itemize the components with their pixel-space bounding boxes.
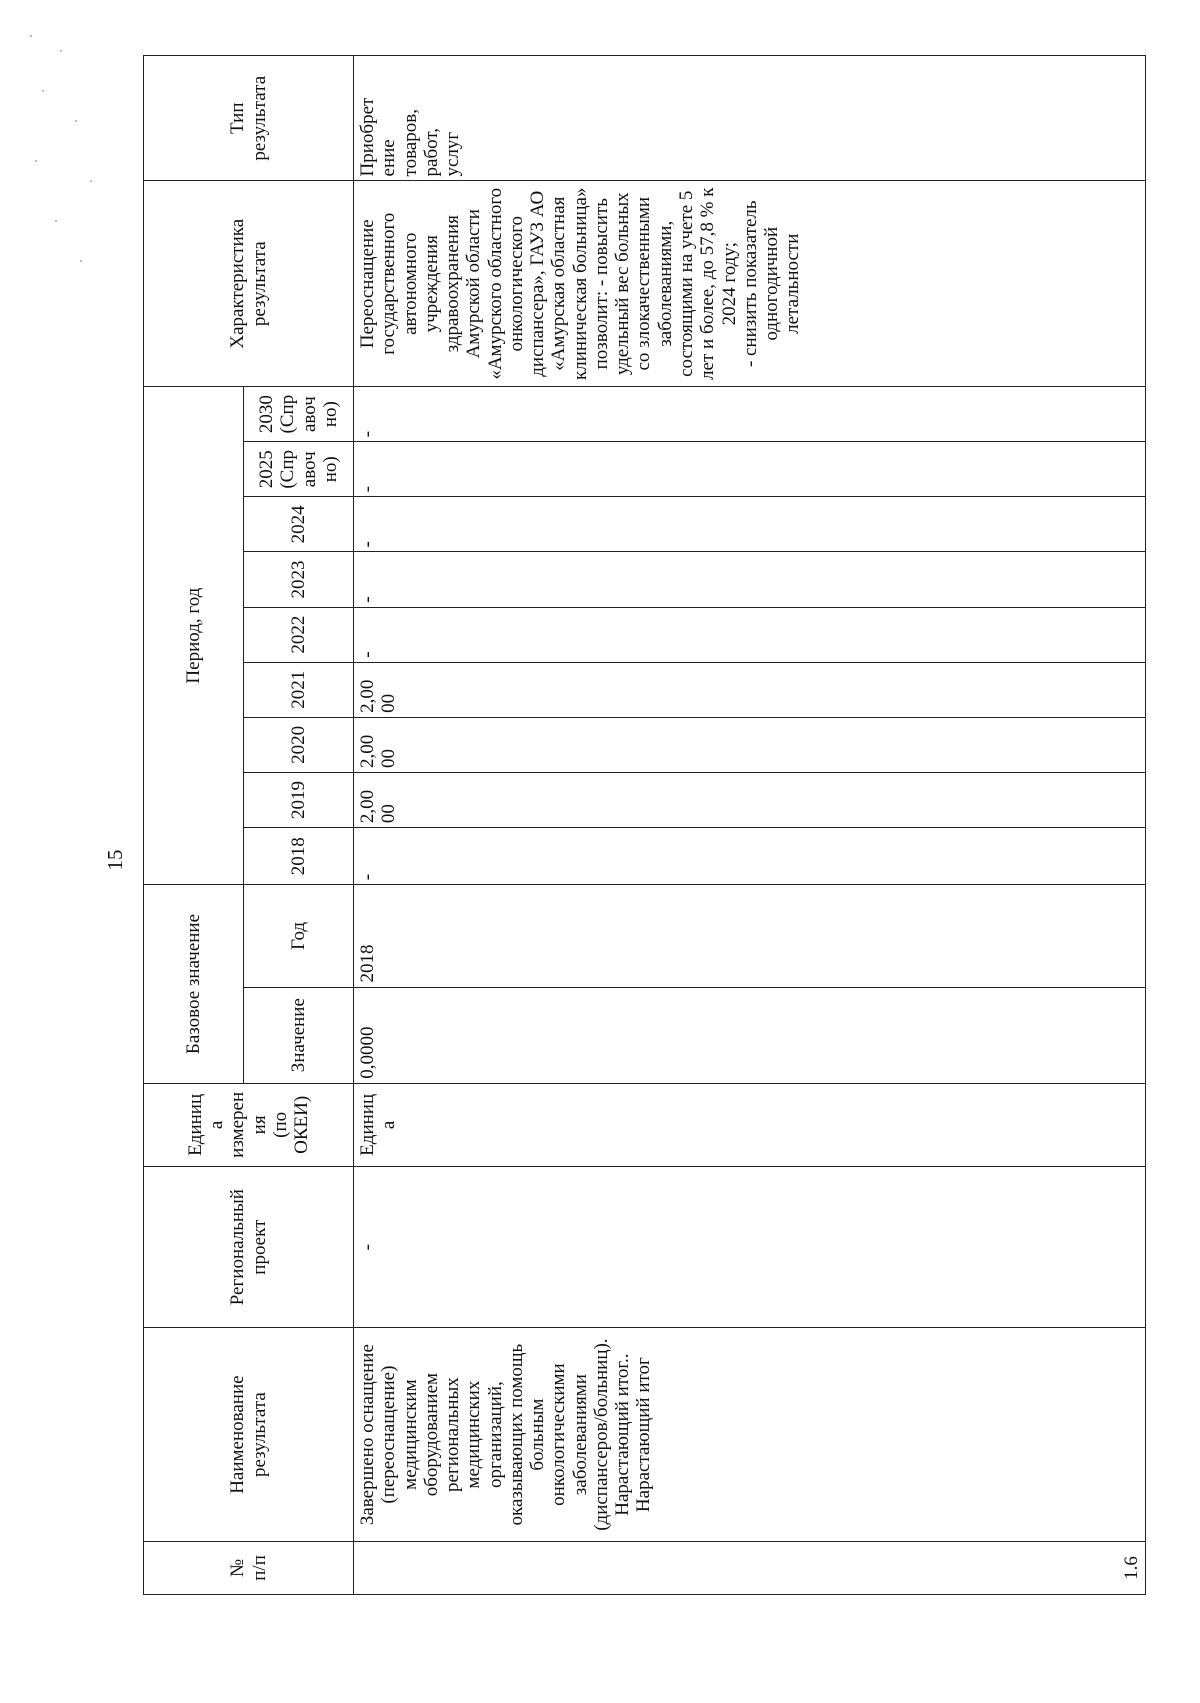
rotated-table-container [143,55,1200,1595]
header-unit: Единиц а измерен ия (по ОКЕИ) [144,1083,354,1166]
row-unit: Единиц а [354,1083,1146,1166]
header-year: 2030 (Спр авоч но) [244,386,354,441]
row-region-project: - [354,1166,1146,1327]
row-name: Завершено оснащение (переоснащение) медицинским оборудованием региональных медицинских организаций, оказывающих помощь больным онкологическими заболеваниями (диспансеров/больниц). Нарастающий итог.. Нарастающий итог [354,1328,1146,1542]
row-result-type: Приобрет ение товаров, работ, услуг [354,56,1146,181]
header-year: 2020 [244,717,354,772]
scan-noise [20,30,110,290]
row-characteristic: Переоснащение государственного автономного учреждения здравоохранения Амурской области «Амурского областного онкологического диспансера», ГАУЗ АО «Амурская областная клиническая больница» позволит: - повысить удельный вес больных со злокачественными заболеваниями, состоящими на учете 5 лет и более, до 57,8 % к 2024 году; - снизить показатель одногодичной летальности [354,181,1146,387]
row-base-year: 2018 [354,885,1146,987]
row-value: - [354,497,1146,552]
row-value: 2,00 00 [354,662,1146,717]
header-period: Период, год [144,386,244,884]
header-num: № п/п [144,1541,354,1594]
page-number: 15 [103,849,127,871]
header-year: 2022 [244,607,354,662]
row-value: - [354,607,1146,662]
header-year: 2023 [244,552,354,607]
row-value: 2,00 00 [354,772,1146,827]
row-value: - [354,386,1146,441]
table-row [354,56,1146,1595]
header-base-value: Базовое значение [144,885,244,1084]
row-value: - [354,442,1146,497]
header-region-project: Региональный проект [144,1166,354,1327]
row-num: 1.6 [354,1541,1146,1594]
row-value: - [354,552,1146,607]
header-year: 2019 [244,772,354,827]
row-base-value: 0,0000 [354,987,1146,1083]
header-year: 2025 (Спр авоч но) [244,442,354,497]
header-result-type: Тип результата [144,56,354,181]
header-year: 2024 [244,497,354,552]
results-table [143,55,1146,1595]
row-value: - [354,828,1146,885]
header-year: 2021 [244,662,354,717]
header-year: 2018 [244,828,354,885]
header-name: Наименование результата [144,1328,354,1542]
row-value: 2,00 00 [354,717,1146,772]
header-characteristic: Характеристика результата [144,181,354,387]
header-base-year-sub: Год [244,885,354,987]
header-base-value-sub: Значение [244,987,354,1083]
table-frame [143,55,1146,1595]
